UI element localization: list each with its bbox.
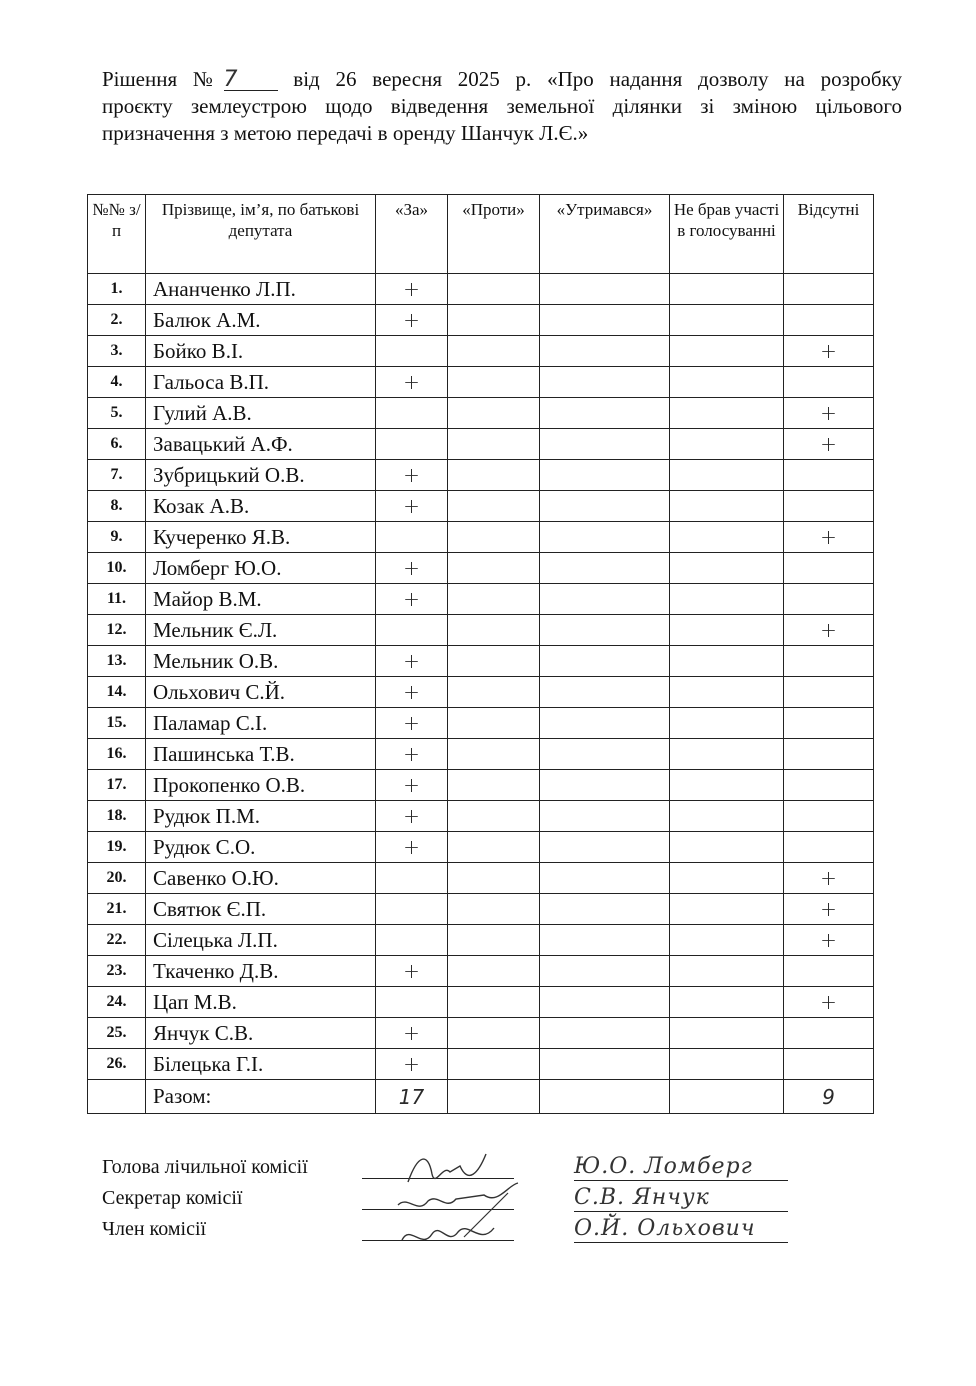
vote-absent-cell [784,584,874,615]
vote-for-cell: + [376,460,448,491]
table-row [88,429,874,460]
table-row [88,832,874,863]
row-index: 4. [88,367,146,398]
vote-against-cell [448,398,540,429]
vote-abstain-cell [540,863,670,894]
vote-not-voted-cell [670,367,784,398]
row-index: 12. [88,615,146,646]
vote-absent-cell [784,832,874,863]
col-header-against: «Проти» [448,195,540,274]
row-index: 26. [88,1049,146,1080]
table-row [88,460,874,491]
vote-not-voted-cell [670,646,784,677]
total-label: Разом: [146,1080,376,1114]
signature-block [102,1156,882,1249]
deputy-name: Рудюк С.О. [146,832,376,863]
vote-abstain-cell [540,1018,670,1049]
vote-abstain-cell [540,522,670,553]
row-index: 1. [88,274,146,305]
vote-not-voted-cell [670,770,784,801]
vote-not-voted-cell [670,1049,784,1080]
vote-not-voted-cell [670,677,784,708]
vote-not-voted-cell [670,956,784,987]
vote-absent-cell [784,460,874,491]
vote-for-cell [376,336,448,367]
vote-absent-cell [784,1049,874,1080]
table-header-row [88,195,874,274]
vote-absent-cell: + [784,863,874,894]
vote-against-cell [448,801,540,832]
deputy-name: Ломберг Ю.О. [146,553,376,584]
deputy-name: Білецька Г.І. [146,1049,376,1080]
vote-not-voted-cell [670,429,784,460]
row-index: 10. [88,553,146,584]
vote-against-cell [448,987,540,1018]
vote-for-cell [376,987,448,1018]
vote-not-voted-cell [670,894,784,925]
vote-absent-cell [784,367,874,398]
vote-not-voted-cell [670,739,784,770]
table-row [88,925,874,956]
vote-abstain-cell [540,1049,670,1080]
deputy-name: Козак А.В. [146,491,376,522]
voting-rows [88,274,874,1080]
table-row [88,863,874,894]
vote-against-cell [448,584,540,615]
vote-absent-cell: + [784,398,874,429]
vote-against-cell [448,429,540,460]
vote-not-voted-cell [670,553,784,584]
vote-absent-cell: + [784,987,874,1018]
vote-abstain-cell [540,832,670,863]
table-row [88,1018,874,1049]
vote-against-cell [448,894,540,925]
vote-against-cell [448,305,540,336]
vote-absent-cell: + [784,522,874,553]
vote-for-cell [376,615,448,646]
vote-absent-cell [784,646,874,677]
vote-abstain-cell [540,491,670,522]
vote-not-voted-cell [670,398,784,429]
signature-role: Секретар комісії [102,1187,243,1209]
vote-for-cell: + [376,677,448,708]
deputy-name: Ткаченко Д.В. [146,956,376,987]
deputy-name: Пашинська Т.В. [146,739,376,770]
deputy-name: Кучеренко Я.В. [146,522,376,553]
deputy-name: Рудюк П.М. [146,801,376,832]
total-idx [88,1080,146,1114]
vote-abstain-cell [540,801,670,832]
deputy-name: Прокопенко О.В. [146,770,376,801]
deputy-name: Гулий А.В. [146,398,376,429]
table-row [88,677,874,708]
signature-name: Ю.О. Ломберг [574,1154,788,1181]
vote-for-cell: + [376,553,448,584]
vote-against-cell [448,1049,540,1080]
vote-for-cell [376,429,448,460]
vote-against-cell [448,708,540,739]
total-for: 17 [376,1080,448,1114]
table-row [88,956,874,987]
row-index: 5. [88,398,146,429]
total-row [88,1080,874,1114]
deputy-name: Ольхович С.Й. [146,677,376,708]
vote-abstain-cell [540,615,670,646]
table-row [88,522,874,553]
vote-for-cell: + [376,1049,448,1080]
table-row [88,274,874,305]
vote-not-voted-cell [670,522,784,553]
vote-absent-cell: + [784,429,874,460]
vote-for-cell: + [376,956,448,987]
vote-abstain-cell [540,429,670,460]
vote-against-cell [448,646,540,677]
row-index: 6. [88,429,146,460]
row-index: 21. [88,894,146,925]
vote-absent-cell [784,956,874,987]
vote-against-cell [448,336,540,367]
deputy-name: Святюк Є.П. [146,894,376,925]
deputy-name: Ананченко Л.П. [146,274,376,305]
vote-not-voted-cell [670,708,784,739]
vote-absent-cell: + [784,615,874,646]
vote-for-cell [376,398,448,429]
vote-against-cell [448,553,540,584]
vote-abstain-cell [540,739,670,770]
deputy-name: Паламар С.І. [146,708,376,739]
table-row [88,739,874,770]
signature-name: О.Й. Ольхович [574,1216,788,1243]
signature-row [102,1218,882,1249]
vote-abstain-cell [540,367,670,398]
deputy-name: Сілецька Л.П. [146,925,376,956]
vote-not-voted-cell [670,336,784,367]
vote-for-cell: + [376,708,448,739]
vote-abstain-cell [540,398,670,429]
vote-abstain-cell [540,925,670,956]
table-row [88,615,874,646]
table-row [88,646,874,677]
deputy-name: Мельник О.В. [146,646,376,677]
table-row [88,491,874,522]
vote-against-cell [448,925,540,956]
vote-abstain-cell [540,460,670,491]
vote-abstain-cell [540,770,670,801]
vote-against-cell [448,863,540,894]
row-index: 8. [88,491,146,522]
table-row [88,553,874,584]
vote-against-cell [448,615,540,646]
vote-for-cell: + [376,1018,448,1049]
vote-for-cell: + [376,739,448,770]
vote-for-cell: + [376,274,448,305]
vote-for-cell [376,522,448,553]
vote-abstain-cell [540,894,670,925]
row-index: 23. [88,956,146,987]
decision-heading [102,66,902,147]
vote-not-voted-cell [670,615,784,646]
deputy-name: Балюк А.М. [146,305,376,336]
vote-not-voted-cell [670,863,784,894]
row-index: 15. [88,708,146,739]
table-row [88,305,874,336]
col-header-absent: Відсутні [784,195,874,274]
vote-not-voted-cell [670,987,784,1018]
vote-abstain-cell [540,274,670,305]
table-row [88,367,874,398]
vote-absent-cell [784,739,874,770]
deputy-name: Зубрицький О.В. [146,460,376,491]
vote-against-cell [448,956,540,987]
vote-against-cell [448,1018,540,1049]
vote-absent-cell [784,274,874,305]
vote-against-cell [448,491,540,522]
vote-for-cell [376,925,448,956]
col-header-abstain: «Утримався» [540,195,670,274]
vote-for-cell: + [376,801,448,832]
heading-line-1 [102,66,902,93]
vote-for-cell: + [376,832,448,863]
vote-not-voted-cell [670,925,784,956]
heading-line-2: проєкту землеустрою щодо відведення земельної ділянки зі зміною цільового [102,94,902,118]
col-header-not-voted: Не брав участі в голосуванні [670,195,784,274]
vote-for-cell [376,894,448,925]
vote-not-voted-cell [670,460,784,491]
table-row [88,336,874,367]
row-index: 20. [88,863,146,894]
vote-abstain-cell [540,584,670,615]
row-index: 14. [88,677,146,708]
vote-absent-cell [784,553,874,584]
signature-role: Голова лічильної комісії [102,1156,308,1178]
voting-table [87,194,874,1114]
vote-absent-cell: + [784,925,874,956]
vote-not-voted-cell [670,305,784,336]
table-row [88,894,874,925]
table-row [88,584,874,615]
row-index: 7. [88,460,146,491]
vote-abstain-cell [540,677,670,708]
signature-name: С.В. Янчук [574,1185,788,1212]
row-index: 16. [88,739,146,770]
row-index: 11. [88,584,146,615]
col-header-name: Прізвище, ім’я, по батькові депутата [146,195,376,274]
vote-not-voted-cell [670,801,784,832]
decision-label: Рішення № [102,67,224,91]
heading-line-3: призначення з метою передачі в оренду Шанчук Л.Є.» [102,121,589,145]
row-index: 17. [88,770,146,801]
vote-abstain-cell [540,646,670,677]
deputy-name: Янчук С.В. [146,1018,376,1049]
vote-not-voted-cell [670,1018,784,1049]
row-index: 22. [88,925,146,956]
vote-against-cell [448,367,540,398]
vote-abstain-cell [540,336,670,367]
vote-for-cell: + [376,367,448,398]
vote-not-voted-cell [670,491,784,522]
vote-against-cell [448,739,540,770]
row-index: 25. [88,1018,146,1049]
deputy-name: Цап М.В. [146,987,376,1018]
table-row [88,770,874,801]
vote-for-cell: + [376,770,448,801]
table-row [88,1049,874,1080]
handwritten-signature-icon [388,1206,528,1266]
col-header-idx: №№ з/п [88,195,146,274]
vote-against-cell [448,770,540,801]
row-index: 9. [88,522,146,553]
vote-for-cell: + [376,491,448,522]
decision-number: 7 [224,70,278,91]
row-index: 3. [88,336,146,367]
deputy-name: Мельник Є.Л. [146,615,376,646]
deputy-name: Савенко О.Ю. [146,863,376,894]
row-index: 2. [88,305,146,336]
deputy-name: Гальоса В.П. [146,367,376,398]
vote-abstain-cell [540,305,670,336]
vote-absent-cell [784,708,874,739]
signature-role: Член комісії [102,1218,207,1240]
vote-not-voted-cell [670,274,784,305]
deputy-name: Завацький А.Ф. [146,429,376,460]
vote-against-cell [448,832,540,863]
vote-against-cell [448,677,540,708]
row-index: 18. [88,801,146,832]
vote-not-voted-cell [670,584,784,615]
vote-abstain-cell [540,956,670,987]
table-row [88,398,874,429]
col-header-for: «За» [376,195,448,274]
vote-for-cell: + [376,646,448,677]
decision-date-title: від 26 вересня 2025 р. «Про надання дозволу на розробку [293,67,902,91]
table-row [88,801,874,832]
row-index: 13. [88,646,146,677]
vote-absent-cell: + [784,336,874,367]
vote-absent-cell [784,305,874,336]
vote-against-cell [448,274,540,305]
total-absent: 9 [784,1080,874,1114]
row-index: 24. [88,987,146,1018]
vote-absent-cell [784,1018,874,1049]
total-not-voted [670,1080,784,1114]
vote-abstain-cell [540,987,670,1018]
vote-for-cell: + [376,584,448,615]
deputy-name: Майор В.М. [146,584,376,615]
row-index: 19. [88,832,146,863]
vote-absent-cell [784,801,874,832]
vote-for-cell: + [376,305,448,336]
total-against [448,1080,540,1114]
vote-abstain-cell [540,553,670,584]
vote-abstain-cell [540,708,670,739]
vote-absent-cell: + [784,894,874,925]
vote-absent-cell [784,770,874,801]
table-row [88,708,874,739]
table-row [88,987,874,1018]
vote-against-cell [448,460,540,491]
vote-not-voted-cell [670,832,784,863]
vote-absent-cell [784,491,874,522]
total-abstain [540,1080,670,1114]
vote-against-cell [448,522,540,553]
deputy-name: Бойко В.І. [146,336,376,367]
vote-for-cell [376,863,448,894]
vote-absent-cell [784,677,874,708]
